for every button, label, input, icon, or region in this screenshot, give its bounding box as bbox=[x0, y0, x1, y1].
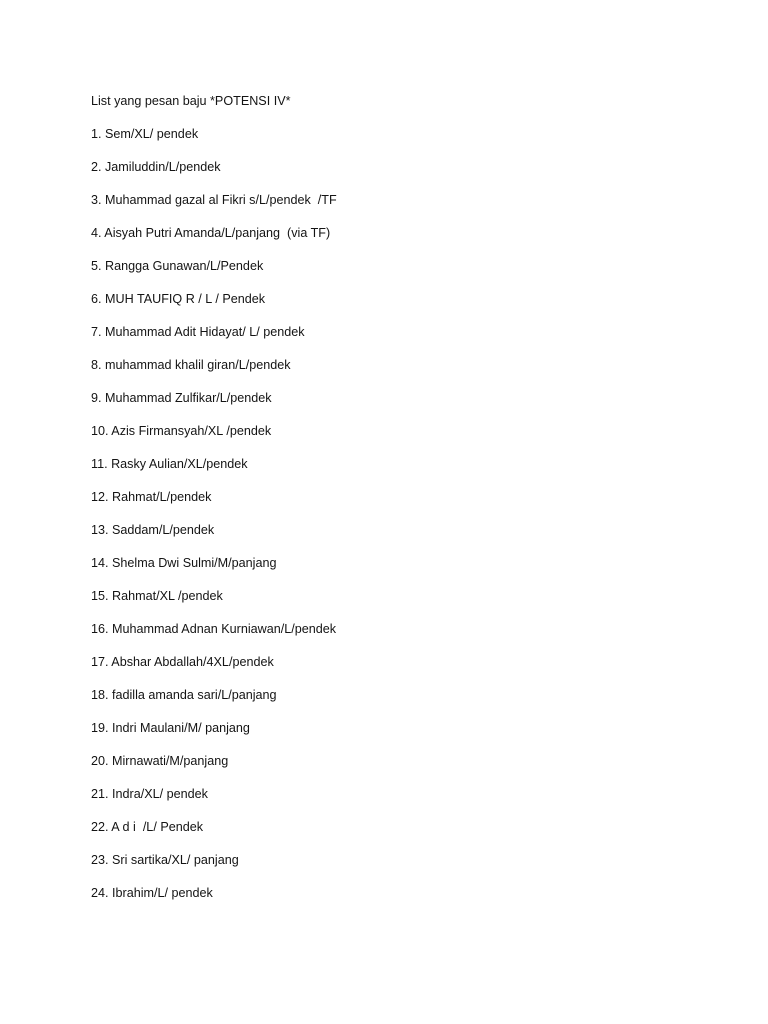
list-item: 3. Muhammad gazal al Fikri s/L/pendek /TF bbox=[91, 193, 337, 207]
list-item: 15. Rahmat/XL /pendek bbox=[91, 589, 223, 603]
list-item: 13. Saddam/L/pendek bbox=[91, 523, 215, 537]
list-item: 19. Indri Maulani/M/ panjang bbox=[91, 721, 250, 735]
list-item: 9. Muhammad Zulfikar/L/pendek bbox=[91, 391, 272, 405]
list-item: 8. muhammad khalil giran/L/pendek bbox=[91, 358, 291, 372]
list-item: 7. Muhammad Adit Hidayat/ L/ pendek bbox=[91, 325, 305, 339]
list-item: 17. Abshar Abdallah/4XL/pendek bbox=[91, 655, 274, 669]
list-item: 6. MUH TAUFIQ R / L / Pendek bbox=[91, 292, 266, 306]
list-item: 16. Muhammad Adnan Kurniawan/L/pendek bbox=[91, 622, 337, 636]
list-item: 2. Jamiluddin/L/pendek bbox=[91, 160, 225, 174]
document-title: List yang pesan baju *POTENSI IV* bbox=[91, 94, 291, 108]
list-item: 5. Rangga Gunawan/L/Pendek bbox=[91, 259, 264, 273]
list-item: 20. Mirnawati/M/panjang bbox=[91, 754, 229, 768]
list-item: 22. A d i /L/ Pendek bbox=[91, 820, 204, 834]
list-item: 12. Rahmat/L/pendek bbox=[91, 490, 212, 504]
list-item: 4. Aisyah Putri Amanda/L/panjang (via TF) bbox=[91, 226, 331, 240]
list-item: 1. Sem/XL/ pendek bbox=[91, 127, 199, 141]
list-item: 21. Indra/XL/ pendek bbox=[91, 787, 208, 801]
list-item: 10. Azis Firmansyah/XL /pendek bbox=[91, 424, 272, 438]
list-item: 11. Rasky Aulian/XL/pendek bbox=[91, 457, 248, 471]
list-item: 23. Sri sartika/XL/ panjang bbox=[91, 853, 239, 867]
document-body bbox=[91, 91, 711, 916]
list-item: 24. Ibrahim/L/ pendek bbox=[91, 886, 213, 900]
list-item: 18. fadilla amanda sari/L/panjang bbox=[91, 688, 277, 702]
list-item: 14. Shelma Dwi Sulmi/M/panjang bbox=[91, 556, 277, 570]
